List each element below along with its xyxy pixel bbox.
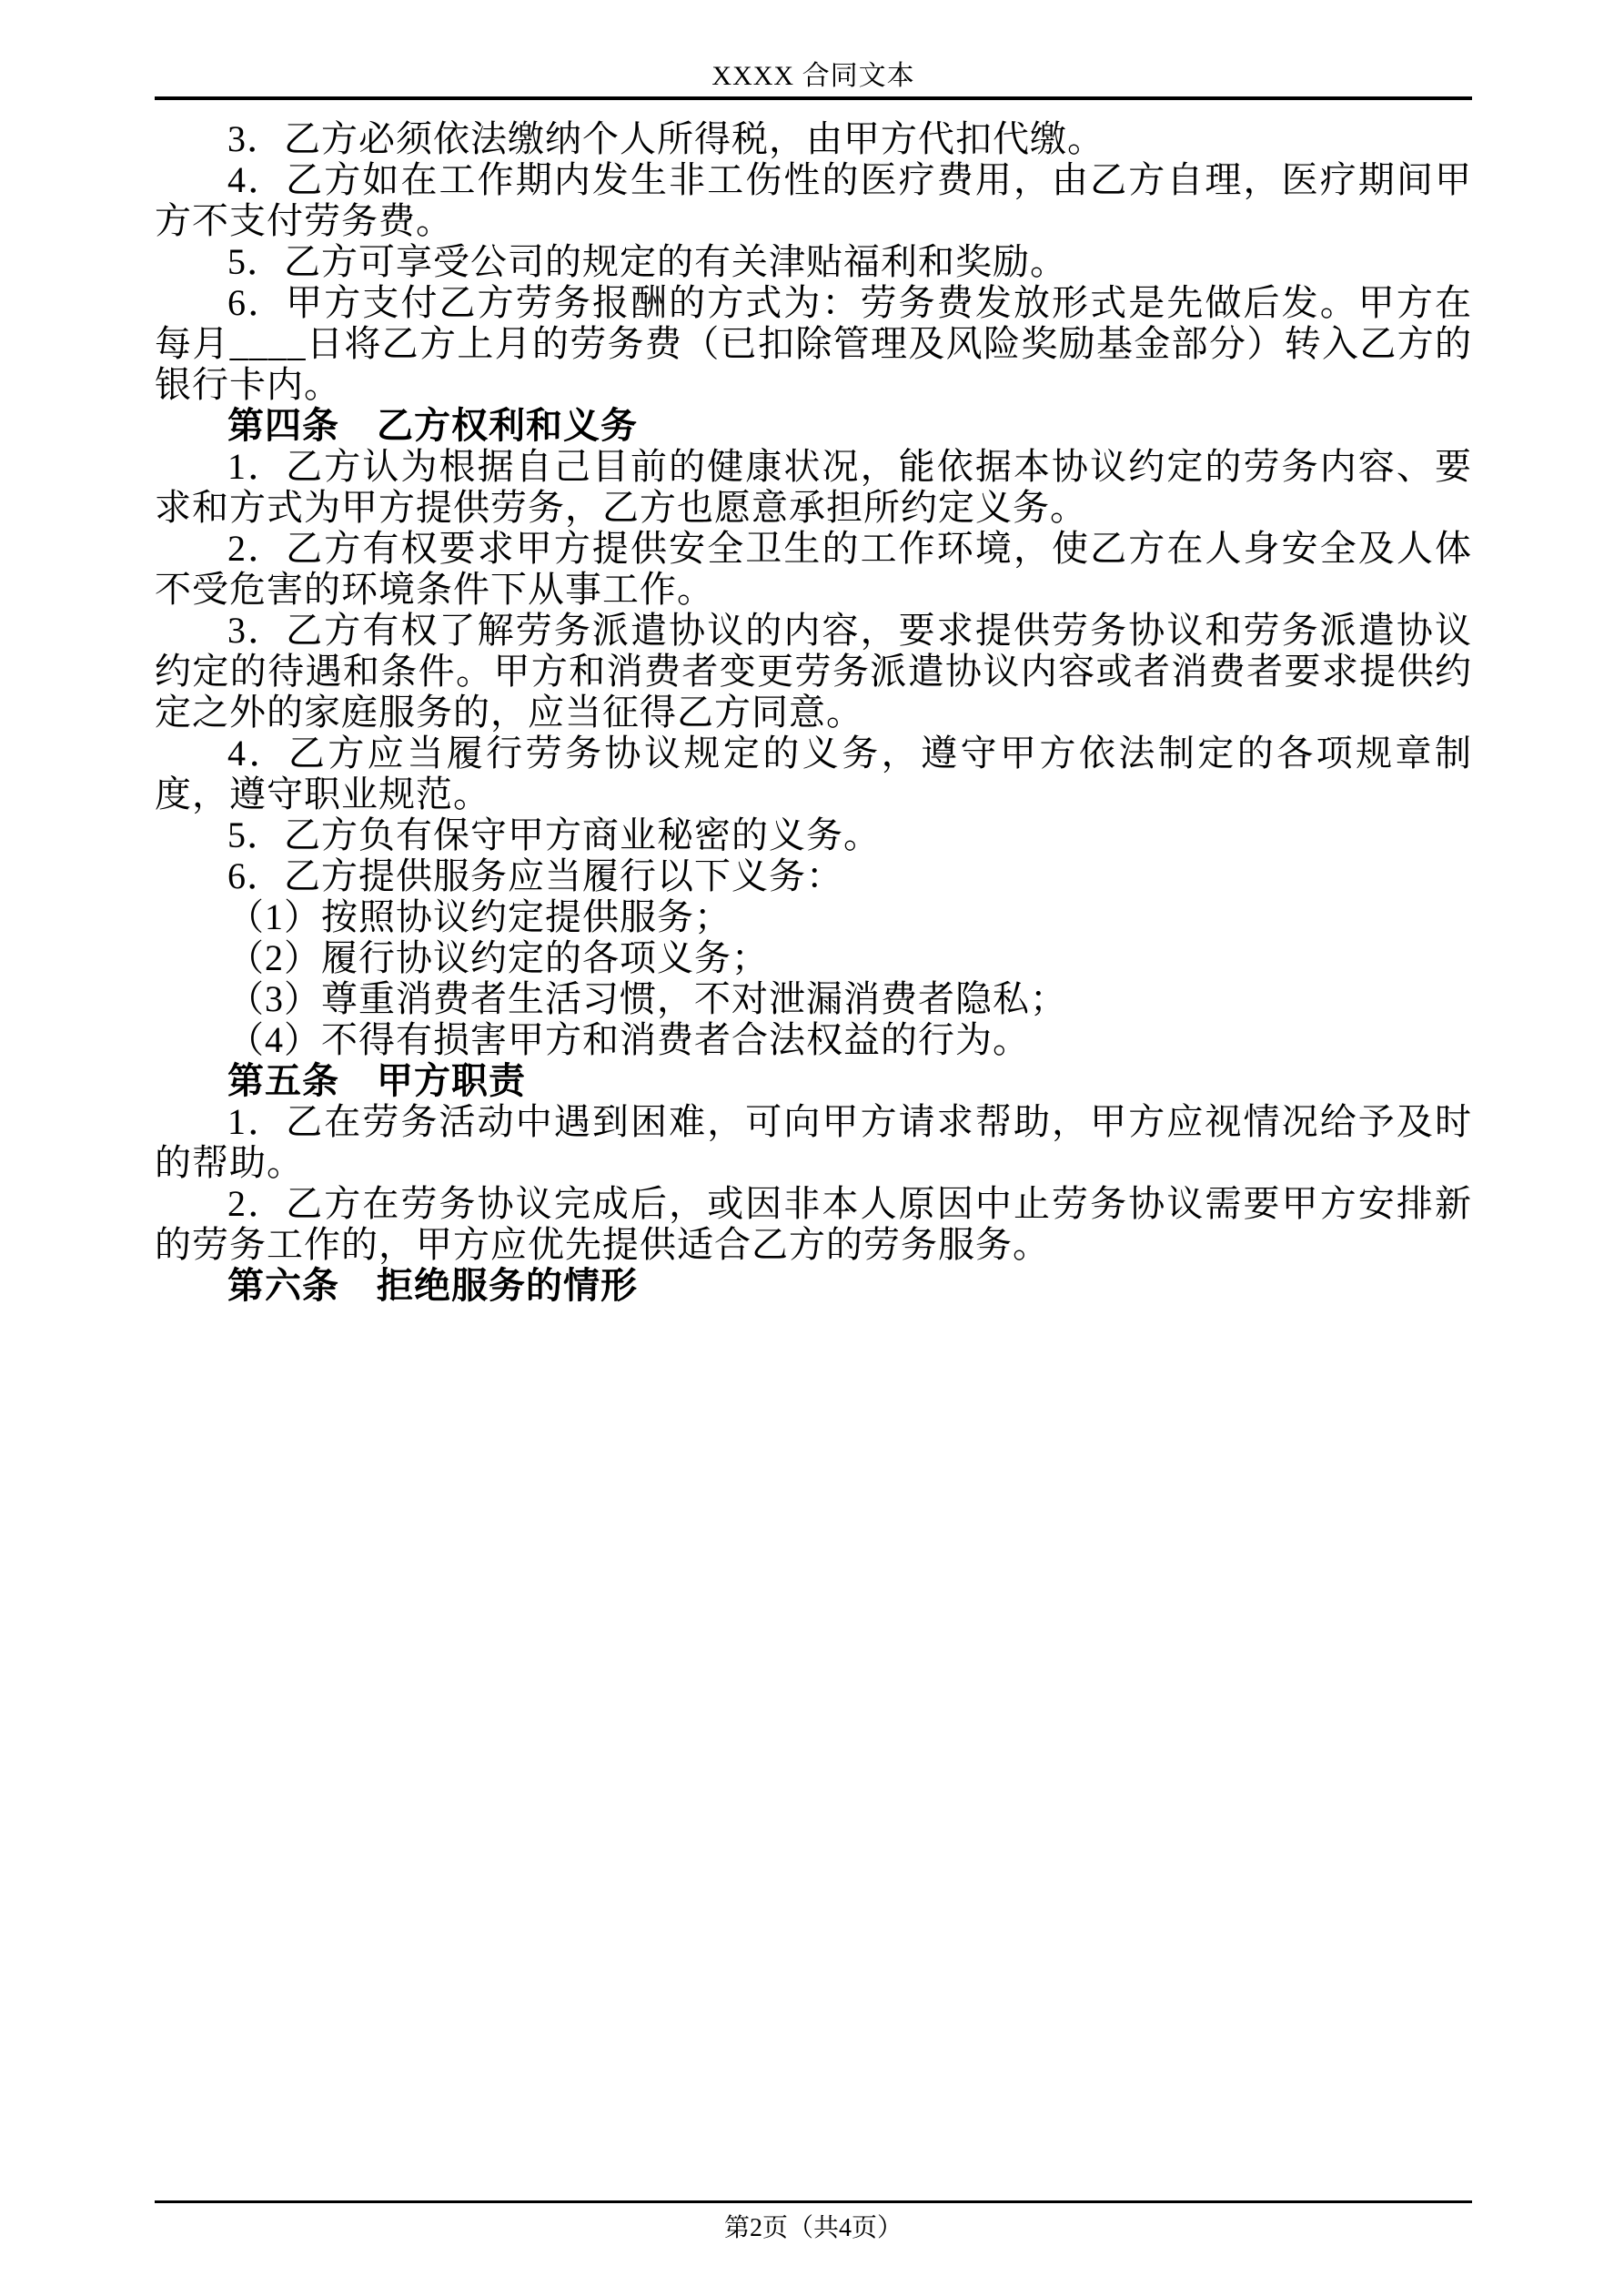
page-header xyxy=(155,0,1472,100)
list-item: （1）按照协议约定提供服务； xyxy=(227,896,731,937)
paragraph: 1．乙在劳务活动中遇到困难，可向甲方请求帮助，甲方应视情况给予及时的帮助。 xyxy=(155,1101,1472,1183)
page-footer xyxy=(155,2200,1472,2296)
paragraph: 2．乙方有权要求甲方提供安全卫生的工作环境，使乙方在人身安全及人体不受危害的环境条件下从事工作。 xyxy=(155,528,1472,610)
section-heading: 第五条 甲方职责 xyxy=(227,1060,526,1101)
header-title: XXXX 合同文本 xyxy=(711,61,915,91)
paragraph: 4．乙方如在工作期内发生非工伤性的医疗费用，由乙方自理，医疗期间甲方不支付劳务费。 xyxy=(155,159,1472,241)
paragraph: 6．乙方提供服务应当履行以下义务： xyxy=(227,855,843,896)
paragraph: 3．乙方必须依法缴纳个人所得税，由甲方代扣代缴。 xyxy=(227,118,1105,159)
section-heading: 第四条 乙方权利和义务 xyxy=(227,405,638,446)
paragraph: 4．乙方应当履行劳务协议规定的义务，遵守甲方依法制定的各项规章制度，遵守职业规范。 xyxy=(155,733,1472,814)
paragraph: 1．乙方认为根据自己目前的健康状况，能依据本协议约定的劳务内容、要求和方式为甲方提供劳务，乙方也愿意承担所约定义务。 xyxy=(155,446,1472,528)
header-rule xyxy=(155,96,1472,100)
list-item: （4）不得有损害甲方和消费者合法权益的行为。 xyxy=(227,1019,1030,1060)
paragraph: 5．乙方负有保守甲方商业秘密的义务。 xyxy=(227,814,881,855)
paragraph: 2．乙方在劳务协议完成后，或因非本人原因中止劳务协议需要甲方安排新的劳务工作的，甲方应优先提供适合乙方的劳务服务。 xyxy=(155,1183,1472,1265)
section-heading: 第六条 拒绝服务的情形 xyxy=(227,1265,638,1306)
list-item: （3）尊重消费者生活习惯，不对泄漏消费者隐私； xyxy=(227,978,1067,1019)
list-item: （2）履行协议约定的各项义务； xyxy=(227,937,769,978)
document-body xyxy=(155,118,1472,1306)
page-number: 第2页（共4页） xyxy=(723,2214,903,2242)
paragraph: 6．甲方支付乙方劳务报酬的方式为：劳务费发放形式是先做后发。甲方在每月____日将乙方上月的劳务费（已扣除管理及风险奖励基金部分）转入乙方的银行卡内。 xyxy=(155,282,1472,405)
paragraph: 5．乙方可享受公司的规定的有关津贴福利和奖励。 xyxy=(227,241,1067,282)
paragraph: 3．乙方有权了解劳务派遣协议的内容，要求提供劳务协议和劳务派遣协议约定的待遇和条件。甲方和消费者变更劳务派遣协议内容或者消费者要求提供约定之外的家庭服务的，应当征得乙方同意。 xyxy=(155,610,1472,733)
